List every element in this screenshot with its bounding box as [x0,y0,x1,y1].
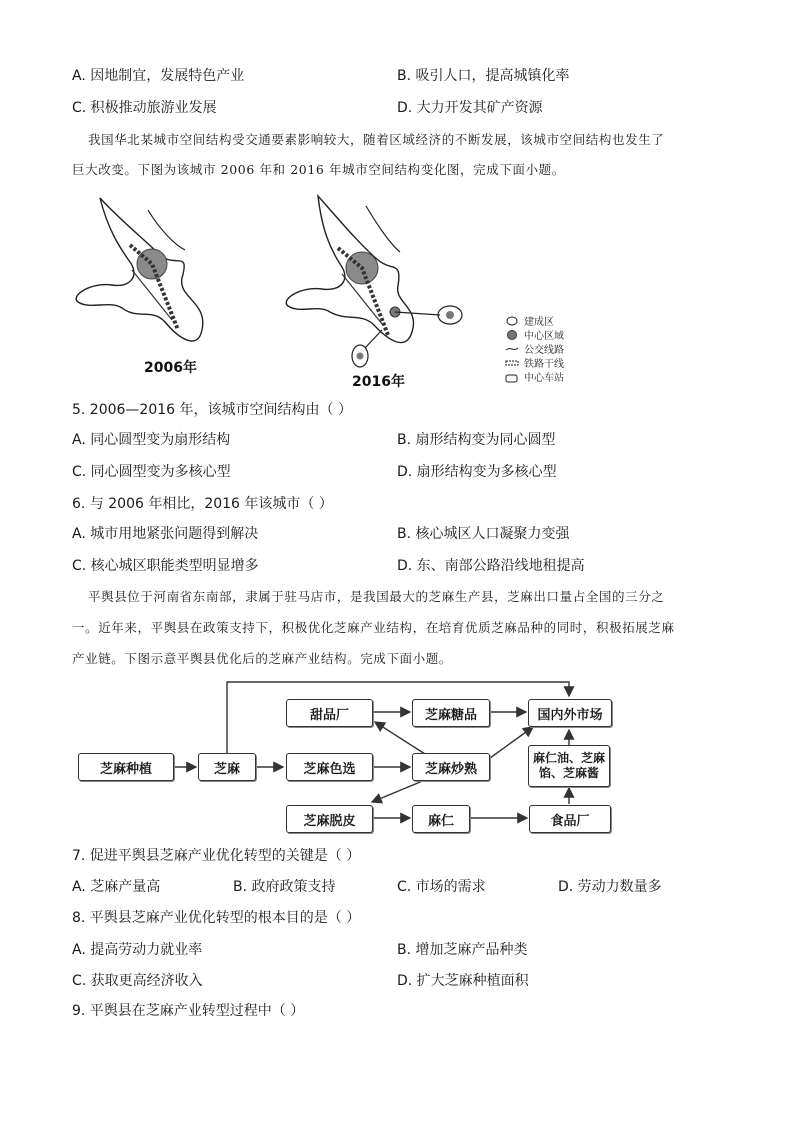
legend-station: 中心车站 [524,373,564,384]
q5-option-b: B. 扇形结构变为同心圆型 [397,432,556,448]
q8-option-b: B. 增加芝麻产品种类 [397,942,528,958]
flow-market: 国内外市场 [528,699,612,727]
label-2006: 2006年 [144,360,197,376]
q8-option-c: C. 获取更高经济收入 [72,973,203,989]
q7-option-b: B. 政府政策支持 [233,879,336,895]
flow-candy-factory: 甜品厂 [286,699,373,727]
q8-option-a: A. 提高劳动力就业率 [72,942,203,958]
q4-option-a: A. 因地制宜，发展特色产业 [72,68,245,84]
passage2-line2: 一。近年来，平舆县在政策支持下，积极优化芝麻产业结构，在培育优质芝麻品种的同时，积极拓展芝麻 [72,620,675,635]
q7-option-a: A. 芝麻产量高 [72,879,161,895]
q7-option-c: C. 市场的需求 [397,879,486,895]
q6-option-c: C. 核心城区职能类型明显增多 [72,558,259,574]
label-2016: 2016年 [352,374,405,390]
passage2-line1: 平舆县位于河南省东南部，隶属于驻马店市，是我国最大的芝麻生产县，芝麻出口量占全国的三分之 [88,589,665,604]
legend-built-up: 建成区 [524,317,554,328]
q6-option-a: A. 城市用地紧张问题得到解决 [72,526,259,542]
q4-option-d: D. 大力开发其矿产资源 [397,100,543,116]
q6-option-d: D. 东、南部公路沿线地租提高 [397,558,585,574]
q5-option-c: C. 同心圆型变为多核心型 [72,464,231,480]
q7-option-d: D. 劳动力数量多 [558,879,662,895]
q8-option-d: D. 扩大芝麻种植面积 [397,973,529,989]
q5-stem: 5. 2006—2016 年，该城市空间结构由（ ） [72,402,352,418]
q9-stem: 9. 平舆县在芝麻产业转型过程中（ ） [72,1003,305,1019]
flow-color-sorting: 芝麻色选 [286,753,373,781]
passage1-line1: 我国华北某城市空间结构受交通要素影响较大，随着区域经济的不断发展，该城市空间结构也发生了 [88,132,665,147]
q5-option-d: D. 扇形结构变为多核心型 [397,464,557,480]
q4-option-c: C. 积极推动旅游业发展 [72,100,217,116]
q7-stem: 7. 促进平舆县芝麻产业优化转型的关键是（ ） [72,848,361,864]
flow-dehulling: 芝麻脱皮 [286,805,373,833]
flow-roasting: 芝麻炒熟 [412,753,490,781]
legend-central-zone: 中心区域 [524,331,564,342]
flow-sesame-candy: 芝麻糖品 [412,699,490,727]
q6-stem: 6. 与 2006 年相比，2016 年该城市（ ） [72,496,333,512]
flow-food-factory: 食品厂 [529,805,611,833]
q8-stem: 8. 平舆县芝麻产业优化转型的根本目的是（ ） [72,910,361,926]
flow-sesame: 芝麻 [198,753,256,781]
q6-option-b: B. 核心城区人口凝聚力变强 [397,526,570,542]
legend-railway: 铁路干线 [524,359,564,370]
q4-option-b: B. 吸引人口，提高城镇化率 [397,68,570,84]
legend-transit: 公交线路 [524,345,564,356]
passage1-line2: 巨大改变。下图为该城市 2006 年和 2016 年城市空间结构变化图，完成下面小题。 [72,162,565,177]
flow-processed-products: 麻仁油、芝麻馅、芝麻酱 [528,745,610,787]
flow-kernel: 麻仁 [412,805,470,833]
passage2-line3: 产业链。下图示意平舆县优化后的芝麻产业结构。完成下面小题。 [72,651,452,666]
q5-option-a: A. 同心圆型变为扇形结构 [72,432,231,448]
flow-sesame-planting: 芝麻种植 [78,753,174,781]
